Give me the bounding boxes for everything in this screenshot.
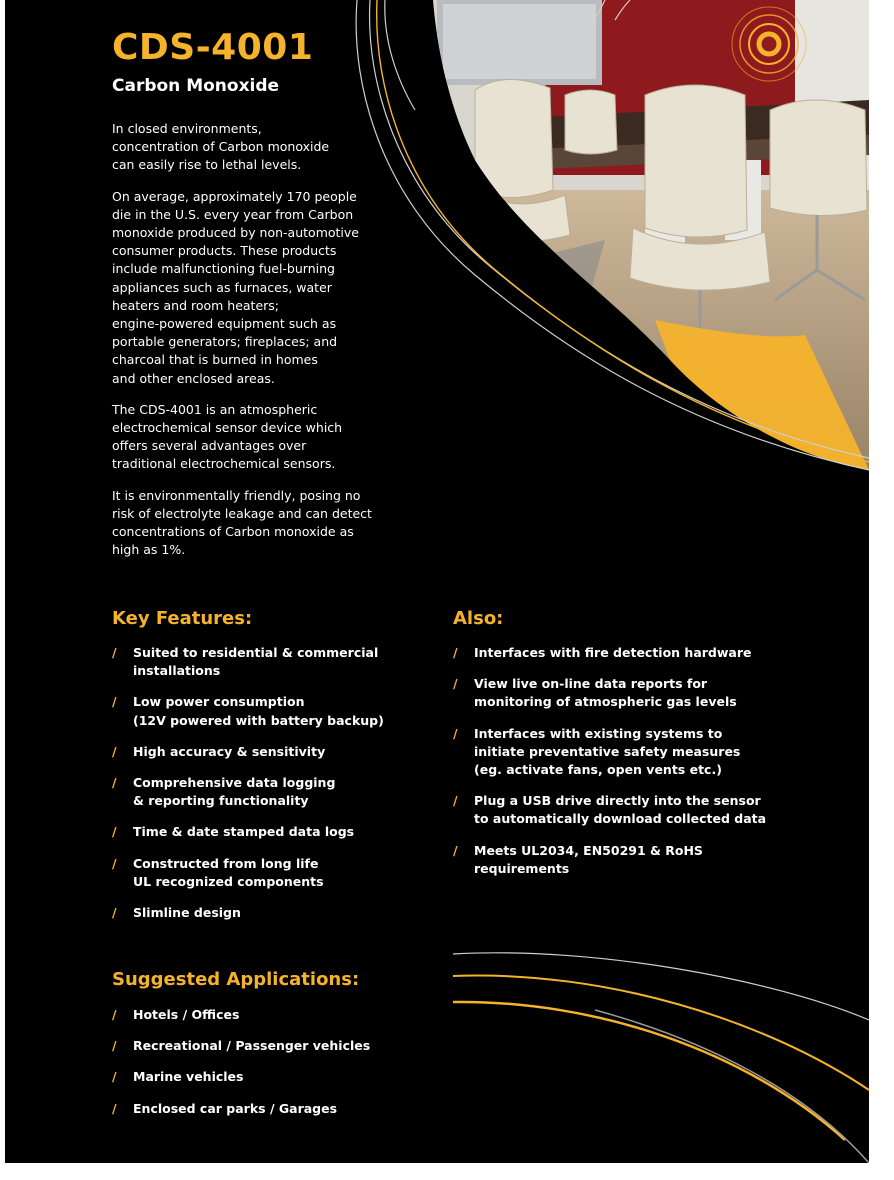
slash-bullet-icon: /: [112, 1007, 117, 1022]
intro-paragraph: On average, approximately 170 people die in the U.S. every year from Carbon monoxide produced by non-automotive consumer products. These products include malfunctioning fuel-burning appliances such as furnaces, water heaters and room heaters; engine-powered equipment such as portable generators; fireplaces; and charcoal that is burned in homes and other enclosed areas.: [112, 188, 359, 386]
applications-list: [112, 1006, 432, 1131]
list-item: / Slimline design: [112, 904, 412, 922]
intro-paragraph: In closed environments, concentration of Carbon monoxide can easily rise to lethal levels.: [112, 121, 330, 173]
slash-bullet-icon: /: [453, 793, 458, 809]
slash-bullet-icon: /: [112, 645, 117, 660]
product-subtitle: Carbon Monoxide: [112, 76, 280, 96]
list-item: / Low power consumption (12V powered with battery backup): [112, 694, 384, 728]
slash-bullet-icon: /: [112, 775, 117, 791]
list-item: / High accuracy & sensitivity: [112, 743, 412, 761]
slash-bullet-icon: /: [453, 645, 458, 660]
slash-bullet-icon: /: [112, 694, 117, 710]
slash-bullet-icon: /: [112, 1038, 117, 1054]
also-list: [453, 644, 853, 891]
list-item: / Constructed from long life UL recognized components: [112, 855, 324, 889]
list-item: / View live on-line data reports for monitoring of atmospheric gas levels: [453, 676, 737, 710]
list-item: / Plug a USB drive directly into the sensor to automatically download collected data: [453, 793, 767, 827]
intro-paragraph: The CDS-4001 is an atmospheric electrochemical sensor device which offers several advantages over traditional electrochemical sensors.: [112, 401, 343, 472]
slash-bullet-icon: /: [112, 824, 117, 840]
list-item: / Hotels / Offices: [112, 1006, 432, 1024]
slash-bullet-icon: /: [112, 905, 117, 921]
slash-bullet-icon: /: [112, 855, 117, 871]
product-title: CDS-4001: [112, 27, 314, 68]
list-item: / Comprehensive data logging & reporting functionality: [112, 775, 336, 809]
list-item: / Meets UL2034, EN50291 & RoHS requirements: [453, 842, 703, 876]
intro-paragraph: It is environmentally friendly, posing no risk of electrolyte leakage and can detect concentrations of Carbon monoxide as high as 1%.: [112, 487, 372, 558]
list-item: / Interfaces with fire detection hardware: [453, 644, 853, 662]
brochure-page: [5, 0, 869, 1163]
slash-bullet-icon: /: [453, 725, 458, 741]
slash-bullet-icon: /: [453, 842, 458, 858]
applications-heading: Suggested Applications:: [112, 969, 360, 990]
list-item: / Suited to residential & commercial installations: [112, 645, 379, 679]
list-item: / Recreational / Passenger vehicles: [112, 1037, 432, 1055]
list-item: / Enclosed car parks / Garages: [112, 1100, 432, 1118]
list-item: / Time & date stamped data logs: [112, 823, 412, 841]
decorative-arcs: [445, 940, 869, 1163]
list-item: / Interfaces with existing systems to initiate preventative safety measures (eg. activate fans, open vents etc.): [453, 725, 741, 778]
slash-bullet-icon: /: [112, 1100, 117, 1116]
key-features-list: [112, 644, 412, 935]
list-item: / Marine vehicles: [112, 1068, 432, 1086]
slash-bullet-icon: /: [112, 743, 117, 759]
slash-bullet-icon: /: [453, 676, 458, 692]
key-features-heading: Key Features:: [112, 608, 253, 629]
also-heading: Also:: [453, 608, 504, 629]
slash-bullet-icon: /: [112, 1069, 117, 1085]
intro-text: [112, 120, 397, 572]
